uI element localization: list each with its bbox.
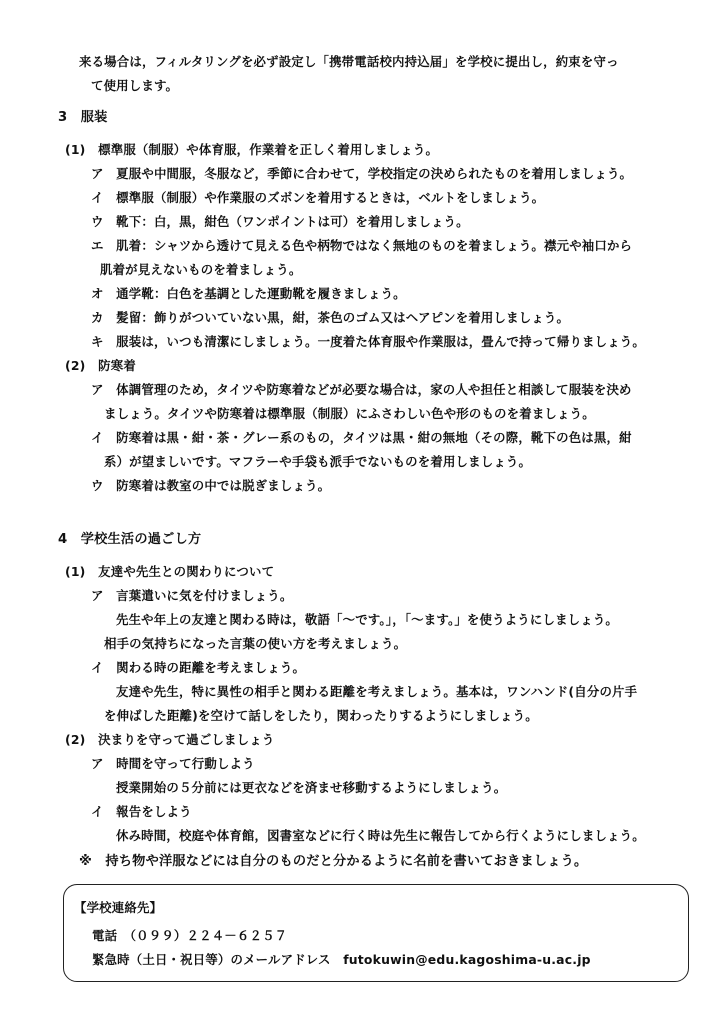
list-item-continuation: 肌着が見えないものを着ましょう。	[100, 262, 302, 277]
paragraph: 友達や先生，特に異性の相手と関わる距離を考えましょう。基本は，ワンハンド(自分の片手	[116, 684, 638, 699]
subsection-heading: (2) 決まりを守って過ごしましょう	[65, 732, 275, 747]
list-item-continuation: 系）が望ましいです。マフラーや手袋も派手でないものを着用しましょう。	[104, 454, 532, 469]
paragraph: 先生や年上の友達と関わる時は，敬語「～です。」，「～ます。」を使うようにしましょう。	[116, 612, 619, 627]
section-heading: 3 服装	[58, 110, 108, 125]
list-item-continuation: ましょう。タイツや防寒着は標準服（制服）にふさわしい色や形のものを着ましょう。	[104, 406, 595, 421]
list-item: イ 防寒着は黒・紺・茶・グレー系のもの，タイツは黒・紺の無地（その際，靴下の色は黒，紺	[91, 430, 632, 445]
text-line: 来る場合は，フィルタリングを必ず設定し「携帯電話校内持込届」を学校に提出し，約束を守っ	[79, 54, 619, 69]
list-item: ア 時間を守って行動しよう	[91, 756, 255, 771]
list-item: ウ 防寒着は教室の中では脱ぎましょう。	[91, 478, 331, 493]
list-item: オ 通学靴：白色を基調とした運動靴を履きましょう。	[91, 286, 406, 301]
subsection-heading: (1) 友達や先生との関わりについて	[65, 564, 275, 579]
list-item: ア 言葉遣いに気を付けましょう。	[91, 588, 293, 603]
subsection-heading: (1) 標準服（制服）や体育服，作業着を正しく着用しましょう。	[65, 142, 439, 157]
list-item: ウ 靴下：白，黒，紺色（ワンポイントは可）を着用しましょう。	[91, 214, 469, 229]
list-item: エ 肌着：シャツから透けて見える色や柄物ではなく無地のものを着ましょう。襟元や袖口から	[91, 238, 633, 253]
contact-heading: 【学校連絡先】	[74, 900, 163, 915]
list-item: イ 関わる時の距離を考えましょう。	[91, 660, 306, 675]
contact-email[interactable]: 緊急時（土日・祝日等）のメールアドレス futokuwin@edu.kagoshima-u.ac.jp	[92, 952, 591, 967]
text-line: て使用します。	[91, 78, 179, 93]
list-item: イ 報告をしよう	[91, 804, 192, 819]
list-item: ア 夏服や中間服，冬服など，季節に合わせて，学校指定の決められたものを着用しましょう。	[91, 166, 633, 181]
section-heading: 4 学校生活の過ごし方	[58, 532, 202, 547]
paragraph: 相手の気持ちになった言葉の使い方を考えましょう。	[104, 636, 407, 651]
list-item: ア 体調管理のため，タイツや防寒着などが必要な場合は，家の人や担任と相談して服装を決め	[91, 382, 632, 397]
note: ※ 持ち物や洋服などには自分のものだと分かるように名前を書いておきましょう。	[79, 854, 588, 869]
paragraph: 休み時間，校庭や体育館，図書室などに行く時は先生に報告してから行くようにしましょう。	[116, 828, 645, 843]
list-item: イ 標準服（制服）や作業服のズボンを着用するときは，ベルトをしましょう。	[91, 190, 545, 205]
list-item: キ 服装は，いつも清潔にしましょう。一度着た体育服や作業服は，畳んで持って帰りましょう。	[91, 334, 645, 349]
contact-phone: 電話 （０９９）２２４－６２５７	[92, 928, 288, 943]
contact-box	[63, 884, 689, 982]
paragraph: 授業開始の５分前には更衣などを済ませ移動するようにしましょう。	[116, 780, 507, 795]
paragraph: を伸ばした距離)を空けて話しをしたり，関わったりするようにしましょう。	[104, 708, 538, 723]
subsection-heading: (2) 防寒着	[65, 358, 136, 373]
list-item: カ 髪留：飾りがついていない黒，紺，茶色のゴム又はヘアピンを着用しましょう。	[91, 310, 570, 325]
